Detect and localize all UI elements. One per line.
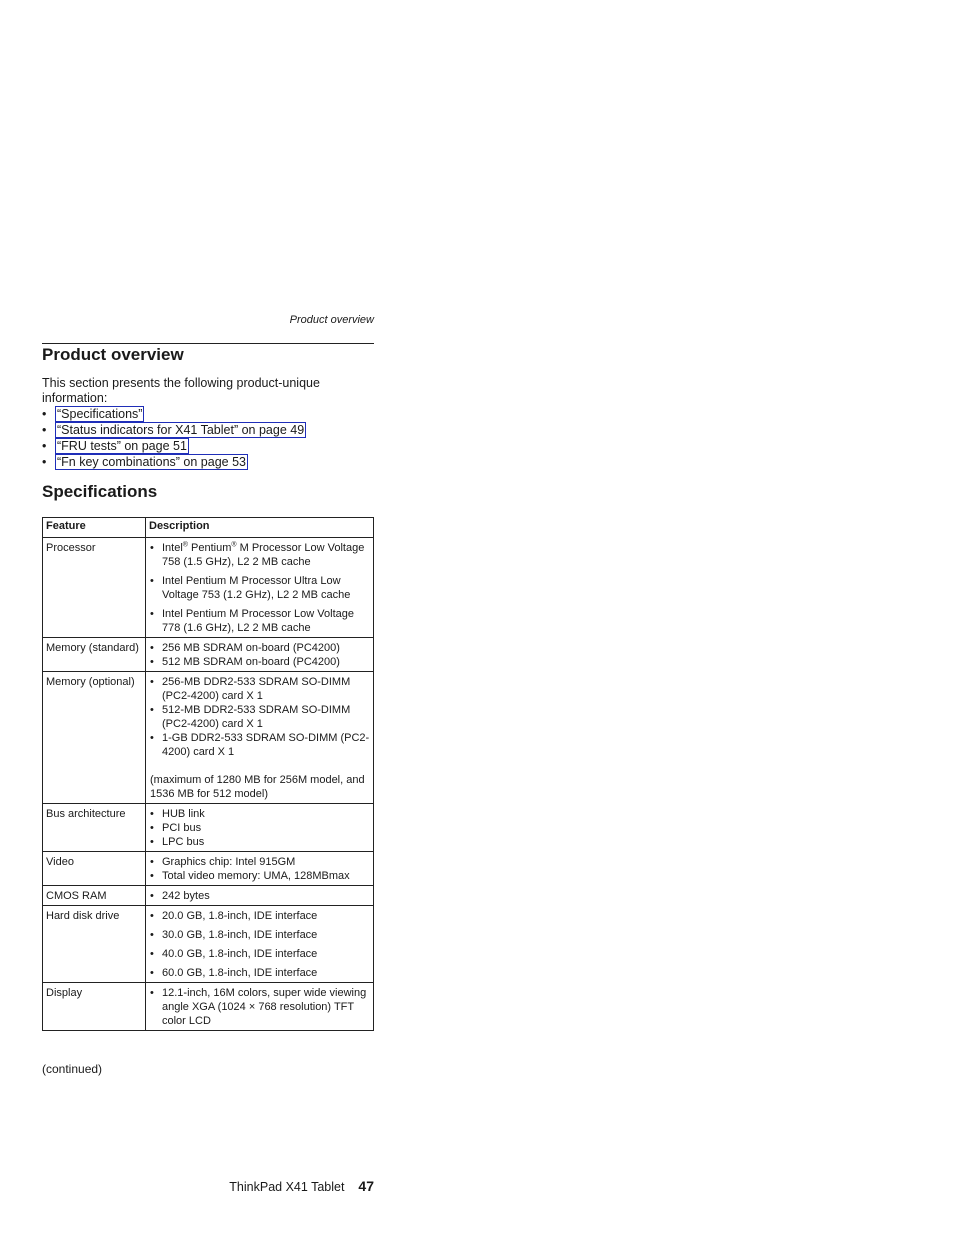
description-cell: [146, 983, 374, 1031]
list-item: • PCI bus: [150, 821, 370, 835]
list-item: • HUB link: [150, 807, 370, 821]
page-title: Product overview: [42, 345, 184, 364]
description-cell: [146, 886, 374, 906]
header-rule: [42, 343, 374, 344]
description-cell: [146, 804, 374, 852]
table-row: [43, 538, 374, 638]
table-row: [43, 906, 374, 983]
feature-cell: Processor: [43, 538, 146, 638]
description-cell: [146, 672, 374, 804]
list-item: • 512-MB DDR2-533 SDRAM SO-DIMM (PC2-4200) card X 1: [150, 703, 370, 731]
description-cell: [146, 638, 374, 672]
list-item: • 1-GB DDR2-533 SDRAM SO-DIMM (PC2-4200) card X 1: [150, 731, 370, 759]
list-item: • “Specifications”: [42, 407, 143, 421]
feature-cell: CMOS RAM: [43, 886, 146, 906]
list-item: • Intel Pentium M Processor Ultra Low Voltage 753 (1.2 GHz), L2 2 MB cache: [150, 574, 370, 602]
table-row: [43, 983, 374, 1031]
specifications-table: [42, 517, 374, 1031]
list-item: • 60.0 GB, 1.8-inch, IDE interface: [150, 966, 370, 980]
list-item: • Total video memory: UMA, 128MBmax: [150, 869, 370, 883]
feature-column-header: Feature: [43, 518, 146, 538]
list-item: • Graphics chip: Intel 915GM: [150, 855, 370, 869]
list-item: • 40.0 GB, 1.8-inch, IDE interface: [150, 947, 370, 961]
page-number: 47: [358, 1178, 374, 1194]
list-item: • Intel Pentium M Processor Low Voltage 778 (1.6 GHz), L2 2 MB cache: [150, 607, 370, 635]
list-item: • “Status indicators for X41 Tablet” on page 49: [42, 423, 305, 437]
feature-cell: Display: [43, 983, 146, 1031]
feature-cell: Memory (optional): [43, 672, 146, 804]
table-header-row: [43, 518, 374, 538]
list-item: • Intel® Pentium® M Processor Low Voltage 758 (1.5 GHz), L2 2 MB cache: [150, 541, 370, 569]
list-item: • 12.1-inch, 16M colors, super wide viewing angle XGA (1024 × 768 resolution) TFT color LCD: [150, 986, 370, 1028]
table-row: [43, 638, 374, 672]
link-fru-tests[interactable]: “FRU tests” on page 51: [57, 439, 187, 453]
feature-cell: Bus architecture: [43, 804, 146, 852]
table-row: [43, 804, 374, 852]
list-item: • 242 bytes: [150, 889, 370, 903]
book-title: ThinkPad X41 Tablet: [229, 1180, 345, 1194]
list-item: • “FRU tests” on page 51: [42, 439, 187, 453]
running-header: Product overview: [289, 314, 374, 326]
link-specifications[interactable]: “Specifications”: [57, 407, 143, 421]
feature-cell: Video: [43, 852, 146, 886]
link-status-indicators[interactable]: “Status indicators for X41 Tablet” on page 49: [57, 423, 305, 437]
list-item: • 20.0 GB, 1.8-inch, IDE interface: [150, 909, 370, 923]
list-item: • 256-MB DDR2-533 SDRAM SO-DIMM (PC2-4200) card X 1: [150, 675, 370, 703]
link-list: [42, 407, 306, 471]
table-row: [43, 852, 374, 886]
description-cell: [146, 906, 374, 983]
memory-note: (maximum of 1280 MB for 256M model, and 1536 MB for 512 model): [150, 774, 365, 800]
specifications-heading: Specifications: [42, 482, 158, 501]
intro-text: This section presents the following product-unique information:: [42, 376, 320, 405]
list-item: • 30.0 GB, 1.8-inch, IDE interface: [150, 928, 370, 942]
description-column-header: Description: [146, 518, 374, 538]
description-cell: [146, 852, 374, 886]
feature-cell: Hard disk drive: [43, 906, 146, 983]
page-footer: [42, 1178, 374, 1194]
list-item: • 256 MB SDRAM on-board (PC4200): [150, 641, 370, 655]
link-fn-key-combinations[interactable]: “Fn key combinations” on page 53: [57, 455, 246, 469]
table-row: [43, 886, 374, 906]
list-item: • 512 MB SDRAM on-board (PC4200): [150, 655, 370, 669]
description-cell: [146, 538, 374, 638]
feature-cell: Memory (standard): [43, 638, 146, 672]
table-row: [43, 672, 374, 804]
list-item: • LPC bus: [150, 835, 370, 849]
continued-label: (continued): [42, 1062, 103, 1076]
list-item: • “Fn key combinations” on page 53: [42, 455, 246, 469]
